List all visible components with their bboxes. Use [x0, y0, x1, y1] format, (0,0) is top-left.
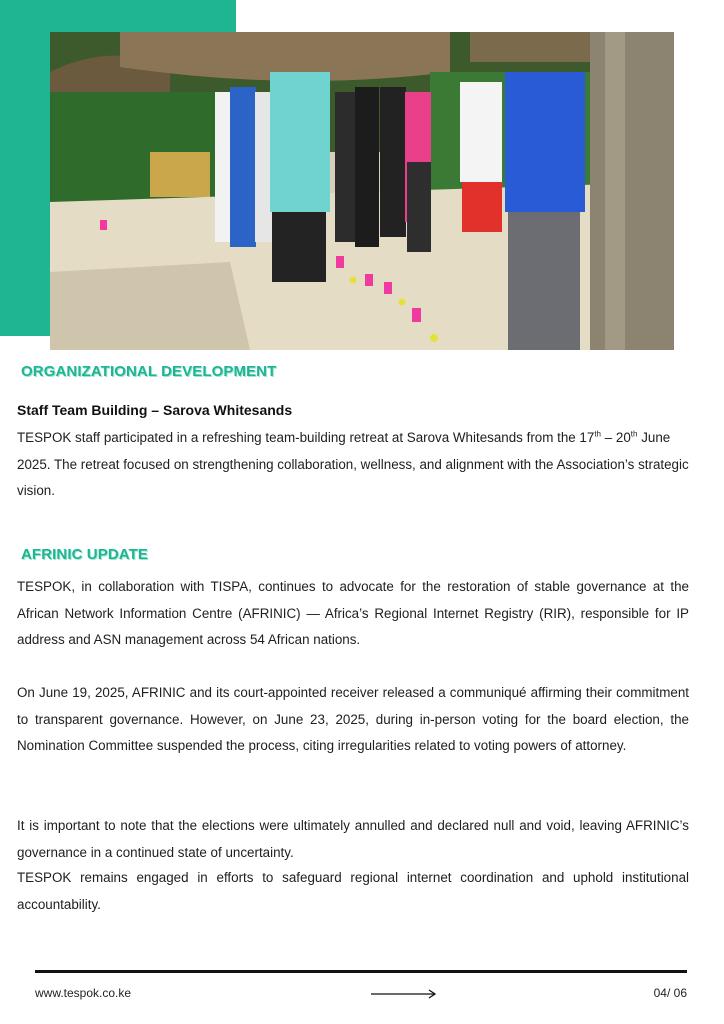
- team-building-text-start: TESPOK staff participated in a refreshing team-building retreat at Sarova Whitesands from the 17: [17, 430, 595, 445]
- ordinal-suffix: th: [630, 429, 638, 439]
- afrinic-paragraph-3: It is important to note that the elections were ultimately annulled and declared null and void, leaving AFRINIC’s governance in a continued state of uncertainty.: [17, 818, 689, 860]
- team-building-paragraph: [17, 425, 689, 505]
- arrow-right-icon: [370, 987, 438, 1001]
- afrinic-paragraph-1: TESPOK, in collaboration with TISPA, continues to advocate for the restoration of stable governance at the African Network Information Centre (AFRINIC) — Africa’s Regional Internet Registry (RIR), responsible for IP address and ASN management across 54 African nations.: [17, 579, 689, 647]
- organizational-development-heading: ORGANIZATIONAL DEVELOPMENT: [21, 363, 277, 380]
- staff-team-building-subheading: Staff Team Building – Sarova Whitesands: [17, 402, 293, 418]
- team-building-text-mid: – 20: [601, 430, 631, 445]
- afrinic-paragraph-2: On June 19, 2025, AFRINIC and its court-appointed receiver released a communiqué affirming their commitment to transparent governance. However, on June 23, 2025, during in-person voting for the board election, the Nomination Committee suspended the process, citing irregularities related to voting powers of attorney.: [17, 685, 689, 753]
- page-number: 04/ 06: [653, 986, 687, 1000]
- afrinic-paragraph-4: TESPOK remains engaged in efforts to safeguard regional internet coordination and uphold institutional accountability.: [17, 870, 689, 912]
- team-building-photo: [50, 32, 674, 350]
- photo-illustration: [50, 32, 674, 350]
- footer-divider: [35, 970, 687, 973]
- footer-website-link[interactable]: www.tespok.co.ke: [35, 986, 132, 1000]
- afrinic-update-heading: AFRINIC UPDATE: [21, 546, 148, 563]
- ordinal-suffix: th: [594, 429, 601, 439]
- team-building-text-end: June 2025. The retreat focused on strengthening collaboration, wellness, and alignment with the Association’s strategic vision.: [17, 430, 689, 498]
